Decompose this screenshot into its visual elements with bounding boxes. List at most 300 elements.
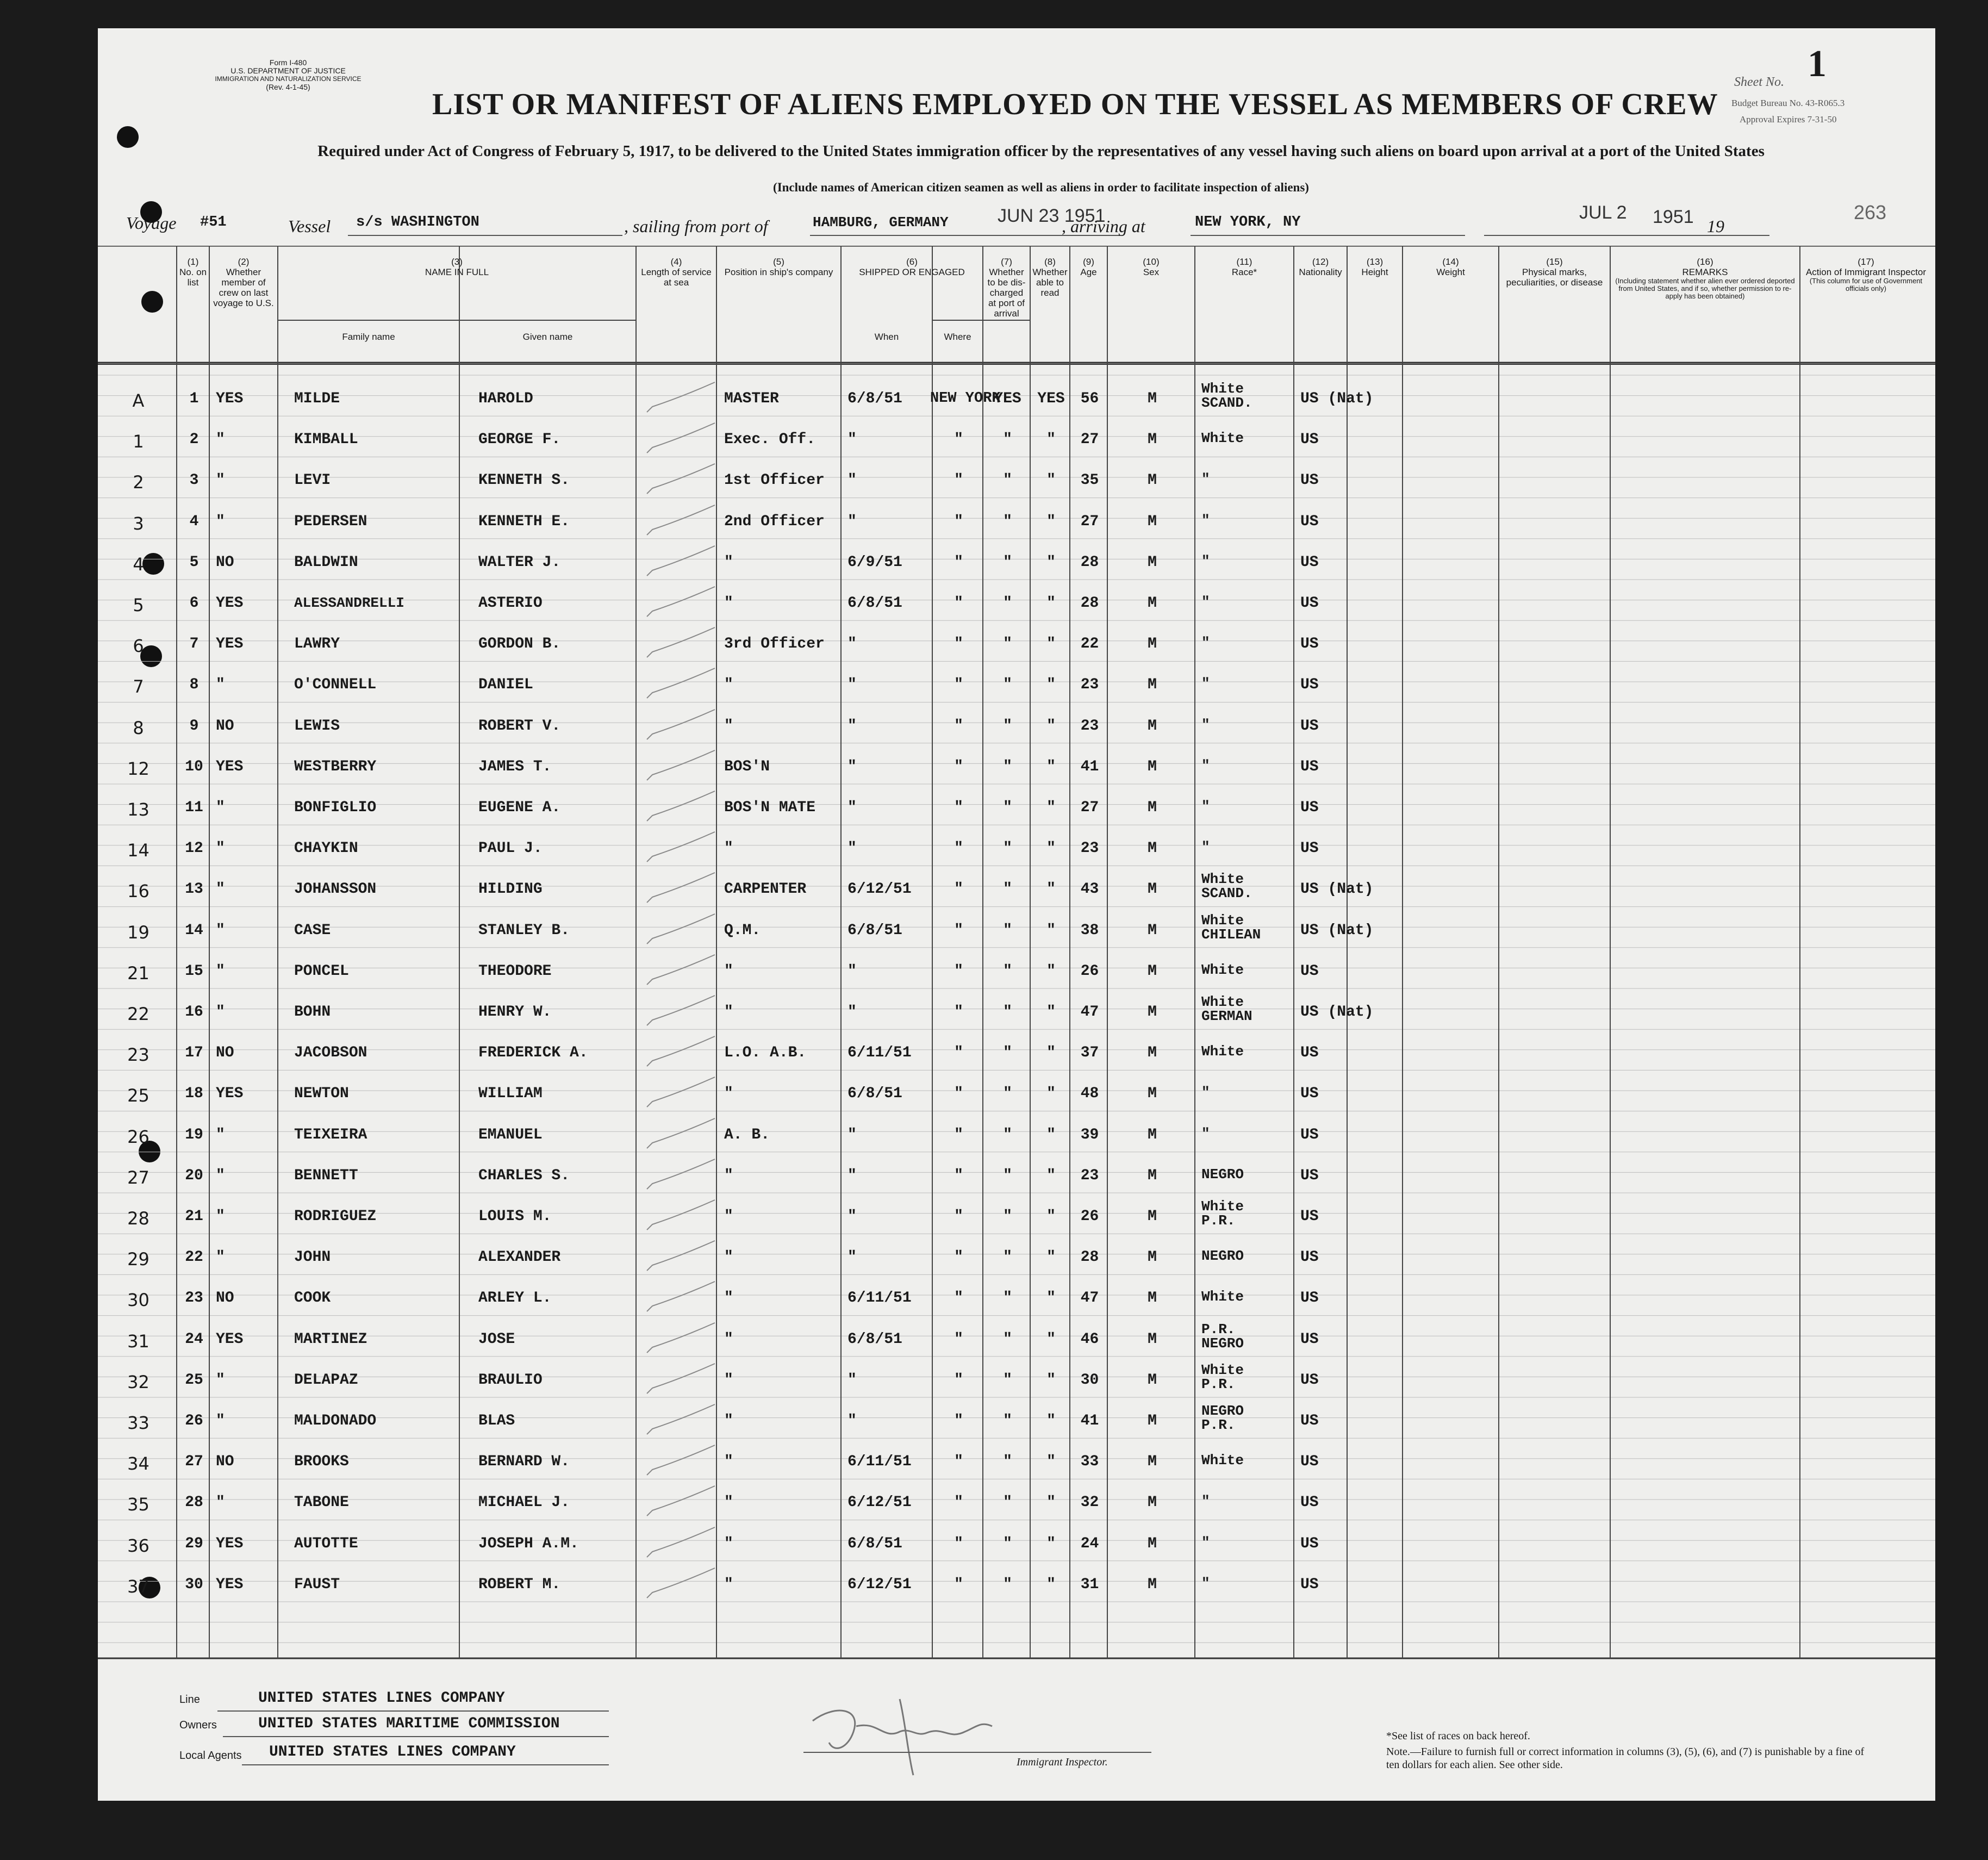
list-number: 13 <box>185 881 203 898</box>
able-to-read: " <box>1046 636 1056 653</box>
nationality: US <box>1300 1044 1319 1062</box>
check-mark-icon <box>641 1238 722 1276</box>
margin-number: 30 <box>127 1290 149 1311</box>
margin-number: 21 <box>127 962 149 984</box>
last-voyage: " <box>216 676 225 694</box>
check-mark-icon <box>641 1402 722 1440</box>
age: 30 <box>1080 1371 1099 1389</box>
date-underline <box>1484 235 1769 236</box>
last-voyage: NO <box>216 717 234 735</box>
check-mark-icon <box>641 829 722 867</box>
list-number: 24 <box>185 1330 203 1348</box>
shipped-when: 6/8/51 <box>847 922 902 939</box>
race-secondary: CHILEAN <box>1201 926 1261 943</box>
penalty-note: Note.—Failure to furnish full or correct information in columns (3), (5), (6), and (7) is punishable by a fine of ten dollars for each alien. See other side. <box>1386 1746 1865 1771</box>
col-where <box>934 332 981 342</box>
arriving-underline <box>1191 235 1465 236</box>
margin-number: 25 <box>127 1085 149 1106</box>
last-voyage: " <box>216 1208 225 1225</box>
able-to-read: " <box>1046 1085 1056 1103</box>
page-number: 263 <box>1854 201 1887 223</box>
sex: M <box>1148 390 1157 407</box>
race: " <box>1201 552 1210 569</box>
inspector-underline <box>803 1752 1151 1753</box>
list-number: 21 <box>185 1208 203 1225</box>
shipped-when: 6/8/51 <box>847 390 902 407</box>
age: 27 <box>1080 799 1099 816</box>
last-voyage: YES <box>216 390 244 407</box>
nationality: US (Nat) <box>1300 881 1374 898</box>
table-row <box>98 1235 1935 1276</box>
to-be-discharged: " <box>1003 1494 1012 1511</box>
last-voyage: NO <box>216 1453 234 1471</box>
age: 46 <box>1080 1330 1099 1348</box>
margin-number: 33 <box>127 1413 149 1433</box>
position: " <box>724 1371 733 1389</box>
column-label: When <box>874 332 899 342</box>
table-row <box>98 1480 1935 1521</box>
nationality: US <box>1300 717 1319 735</box>
sex: M <box>1148 1330 1157 1348</box>
last-voyage: " <box>216 431 225 449</box>
age: 48 <box>1080 1085 1099 1103</box>
race: P.R. <box>1201 1321 1236 1338</box>
position: " <box>724 553 733 571</box>
list-number: 28 <box>185 1494 203 1511</box>
position: CARPENTER <box>724 881 807 898</box>
check-mark-icon <box>641 1565 722 1603</box>
to-be-discharged: " <box>1003 676 1012 694</box>
race: " <box>1201 716 1210 733</box>
race: White <box>1201 1452 1244 1469</box>
shipped-where: " <box>954 840 963 857</box>
col-name-in-full <box>280 257 634 277</box>
table-row <box>98 1358 1935 1398</box>
shipped-when: 6/9/51 <box>847 553 902 571</box>
sex: M <box>1148 758 1157 775</box>
table-row <box>98 1030 1935 1071</box>
check-mark-icon <box>641 625 722 663</box>
able-to-read: " <box>1046 1126 1056 1143</box>
family-name: KIMBALL <box>294 431 358 449</box>
check-mark-icon <box>641 380 722 418</box>
nationality: US <box>1300 553 1319 571</box>
check-mark-icon <box>641 584 722 622</box>
race: " <box>1201 471 1210 488</box>
table-row <box>98 499 1935 540</box>
col-race <box>1197 257 1292 277</box>
age: 39 <box>1080 1126 1099 1143</box>
check-mark-icon <box>641 461 722 499</box>
age: 33 <box>1080 1453 1099 1471</box>
shipped-when: " <box>847 1371 857 1389</box>
able-to-read: " <box>1046 758 1056 775</box>
arriving-at-label: , arriving at <box>1062 216 1145 236</box>
vessel-name: s/s WASHINGTON <box>356 214 479 231</box>
family-name: MARTINEZ <box>294 1330 367 1348</box>
shipped-where: " <box>954 513 963 530</box>
shipped-when: " <box>847 758 857 775</box>
shipped-where: " <box>954 717 963 735</box>
shipped-when: 6/8/51 <box>847 1535 902 1552</box>
table-row <box>98 1317 1935 1358</box>
margin-number: 27 <box>127 1167 149 1188</box>
able-to-read: " <box>1046 1167 1056 1184</box>
column-label: Where <box>944 332 971 342</box>
margin-number: 12 <box>127 758 149 779</box>
position: " <box>724 1453 733 1471</box>
shipped-where: " <box>954 553 963 571</box>
check-mark-icon <box>641 870 722 908</box>
last-voyage: " <box>216 1413 225 1429</box>
sheet-number-label: Sheet No. <box>1734 75 1784 89</box>
shipped-where: " <box>954 1535 963 1552</box>
position: " <box>724 1535 733 1552</box>
table-row <box>98 949 1935 990</box>
race-secondary: SCAND. <box>1201 885 1252 902</box>
check-mark-icon <box>641 1279 722 1317</box>
shipped-where: " <box>954 758 963 775</box>
to-be-discharged: " <box>1003 636 1012 653</box>
nationality: US <box>1300 676 1319 694</box>
able-to-read: " <box>1046 717 1056 735</box>
family-name: JOHANSSON <box>294 881 377 898</box>
margin-number: 26 <box>127 1126 149 1147</box>
check-mark-icon <box>641 1361 722 1399</box>
given-name: ROBERT V. <box>478 717 561 735</box>
family-name: AUTOTTE <box>294 1535 358 1552</box>
sex: M <box>1148 1208 1157 1225</box>
able-to-read: " <box>1046 962 1056 980</box>
race: " <box>1201 1493 1210 1510</box>
sex: M <box>1148 799 1157 816</box>
to-be-discharged: " <box>1003 1453 1012 1471</box>
race: White <box>1201 1289 1244 1305</box>
position: 2nd Officer <box>724 513 825 530</box>
list-number: 1 <box>189 390 199 407</box>
list-number: 11 <box>185 799 203 816</box>
column-number: (6) <box>906 257 918 267</box>
sex: M <box>1148 1453 1157 1471</box>
to-be-discharged: " <box>1003 472 1012 489</box>
check-mark-icon <box>641 665 722 704</box>
check-mark-icon <box>641 993 722 1031</box>
last-voyage: YES <box>216 1535 244 1552</box>
sailing-from-label: , sailing from port of <box>624 216 768 236</box>
family-name: PEDERSEN <box>294 513 367 530</box>
check-mark-icon <box>641 1442 722 1480</box>
table-row <box>98 1562 1935 1603</box>
sex: M <box>1148 717 1157 735</box>
shipped-where: " <box>954 636 963 653</box>
shipped-when: " <box>847 1167 857 1184</box>
race-secondary: P.R. <box>1201 1376 1236 1392</box>
check-mark-icon <box>641 788 722 826</box>
table-row <box>98 1153 1935 1194</box>
given-name: STANLEY B. <box>478 922 570 939</box>
column-number: (14) <box>1442 257 1459 267</box>
margin-number: 28 <box>127 1208 149 1229</box>
table-row <box>98 1071 1935 1112</box>
list-number: 20 <box>185 1167 203 1184</box>
race-secondary: GERMAN <box>1201 1008 1252 1024</box>
list-number: 30 <box>185 1576 203 1593</box>
given-name: HILDING <box>478 881 543 898</box>
race: " <box>1201 839 1210 856</box>
race: White <box>1201 1361 1244 1378</box>
position: " <box>724 962 733 980</box>
to-be-discharged: " <box>1003 717 1012 735</box>
column-label: Given name <box>522 332 573 342</box>
column-number: (1) <box>187 257 199 267</box>
nationality: US <box>1300 1371 1319 1389</box>
budget-bureau-number: Budget Bureau No. 43-R065.3 <box>1731 98 1845 108</box>
age: 41 <box>1080 758 1099 775</box>
column-number: (5) <box>773 257 784 267</box>
shipped-when: 6/12/51 <box>847 1576 912 1593</box>
shipped-when: " <box>847 1249 857 1266</box>
position: " <box>724 1330 733 1348</box>
to-be-discharged: " <box>1003 431 1012 449</box>
last-voyage: YES <box>216 1085 244 1103</box>
position: 3rd Officer <box>724 636 825 653</box>
given-name: BRAULIO <box>478 1371 543 1389</box>
position: L.O. A.B. <box>724 1044 807 1062</box>
given-name: ALEXANDER <box>478 1249 561 1266</box>
margin-number: 14 <box>127 840 149 861</box>
shipped-when: " <box>847 472 857 489</box>
position: " <box>724 1249 733 1266</box>
able-to-read: " <box>1046 595 1056 612</box>
check-mark-icon <box>641 952 722 990</box>
last-voyage: NO <box>216 1290 234 1307</box>
list-number: 22 <box>185 1249 203 1266</box>
family-name: O'CONNELL <box>294 676 377 694</box>
age: 56 <box>1080 390 1099 407</box>
col-length-of-service <box>638 257 714 288</box>
race: " <box>1201 512 1210 528</box>
race: NEGRO <box>1201 1248 1244 1265</box>
age: 37 <box>1080 1044 1099 1062</box>
sex: M <box>1148 1249 1157 1266</box>
table-row <box>98 826 1935 867</box>
last-voyage: YES <box>216 1330 244 1348</box>
shipped-where: " <box>954 472 963 489</box>
given-name: KENNETH E. <box>478 513 570 530</box>
owners-label: Owners <box>179 1719 217 1731</box>
nationality: US (Nat) <box>1300 922 1374 939</box>
able-to-read: " <box>1046 431 1056 449</box>
table-row <box>98 1112 1935 1153</box>
list-number: 29 <box>185 1535 203 1552</box>
sex: M <box>1148 1044 1157 1062</box>
arrival-date-stamp: JUL 2 <box>1579 202 1627 223</box>
col-inspector-action <box>1802 257 1930 293</box>
shipped-where: " <box>954 595 963 612</box>
column-number: (15) <box>1546 257 1563 267</box>
shipped-when: " <box>847 962 857 980</box>
race-secondary: P.R. <box>1201 1417 1236 1433</box>
list-number: 19 <box>185 1126 203 1143</box>
position: " <box>724 595 733 612</box>
shipped-where: " <box>954 1126 963 1143</box>
table-row <box>98 704 1935 744</box>
col-sex <box>1110 257 1193 277</box>
punch-hole <box>117 126 139 148</box>
check-mark-icon <box>641 1483 722 1521</box>
arriving-at-port: NEW YORK, NY <box>1195 214 1301 231</box>
last-voyage: " <box>216 1004 225 1021</box>
family-name: BONFIGLIO <box>294 799 377 816</box>
voyage-label: Voyage <box>126 213 177 233</box>
shipped-when: 6/11/51 <box>847 1453 912 1471</box>
list-number: 27 <box>185 1453 203 1471</box>
last-voyage: " <box>216 1126 225 1143</box>
family-name: CASE <box>294 922 331 939</box>
table-row <box>98 1398 1935 1439</box>
position: " <box>724 717 733 735</box>
list-number: 5 <box>189 553 199 571</box>
last-voyage: NO <box>216 1044 234 1062</box>
able-to-read: " <box>1046 472 1056 489</box>
line-label: Line <box>179 1694 200 1706</box>
family-name: BROOKS <box>294 1453 349 1471</box>
able-to-read: " <box>1046 1208 1056 1225</box>
age: 35 <box>1080 472 1099 489</box>
to-be-discharged: " <box>1003 1371 1012 1389</box>
race: White <box>1201 994 1244 1010</box>
nationality: US <box>1300 1208 1319 1225</box>
to-be-discharged: " <box>1003 758 1012 775</box>
table-row <box>98 1194 1935 1235</box>
to-be-discharged: " <box>1003 1044 1012 1062</box>
nationality: US <box>1300 636 1319 653</box>
table-row <box>98 662 1935 703</box>
able-to-read: " <box>1046 1371 1056 1389</box>
nationality: US <box>1300 1249 1319 1266</box>
last-voyage: " <box>216 472 225 489</box>
list-number: 26 <box>185 1413 203 1429</box>
given-name: CHARLES S. <box>478 1167 570 1184</box>
document-subtitle: Required under Act of Congress of February 5, 1917, to be delivered to the United States immigration officer by the representatives of any vessel having such aliens on board upon arrival at a port of the United States <box>317 142 1765 160</box>
shipped-when: " <box>847 840 857 857</box>
race: White <box>1201 871 1244 888</box>
margin-number: 5 <box>133 595 144 615</box>
col-family-name <box>280 332 457 342</box>
table-row <box>98 867 1935 907</box>
given-name: THEODORE <box>478 962 552 980</box>
shipped-when: " <box>847 513 857 530</box>
age: 27 <box>1080 513 1099 530</box>
to-be-discharged: " <box>1003 513 1012 530</box>
position: " <box>724 840 733 857</box>
last-voyage: " <box>216 1371 225 1389</box>
column-label: Height <box>1361 267 1388 277</box>
check-mark-icon <box>641 707 722 745</box>
shipped-when: " <box>847 636 857 653</box>
nationality: US <box>1300 1453 1319 1471</box>
column-label: Whether to be dis- charged at port of arrival <box>987 267 1026 319</box>
last-voyage: " <box>216 1494 225 1511</box>
able-to-read: " <box>1046 676 1056 694</box>
col-weight <box>1405 257 1497 277</box>
owners-value: UNITED STATES MARITIME COMMISSION <box>258 1715 560 1732</box>
list-number: 2 <box>189 431 199 449</box>
able-to-read: " <box>1046 799 1056 816</box>
column-number: (13) <box>1366 257 1384 267</box>
able-to-read: " <box>1046 1413 1056 1429</box>
column-note: (This column for use of Government officials only) <box>1809 277 1923 293</box>
age: 23 <box>1080 717 1099 735</box>
age: 38 <box>1080 922 1099 939</box>
to-be-discharged: " <box>1003 1208 1012 1225</box>
age: 43 <box>1080 881 1099 898</box>
last-voyage: YES <box>216 595 244 612</box>
nationality: US <box>1300 595 1319 612</box>
age: 28 <box>1080 595 1099 612</box>
position: " <box>724 1208 733 1225</box>
col-discharged <box>985 257 1028 319</box>
race: " <box>1201 634 1210 651</box>
given-name: EMANUEL <box>478 1126 543 1143</box>
list-number: 17 <box>185 1044 203 1062</box>
column-label: Position in ship's company <box>724 267 833 277</box>
last-voyage: " <box>216 1167 225 1184</box>
to-be-discharged: " <box>1003 1249 1012 1266</box>
family-name: BOHN <box>294 1004 331 1021</box>
list-number: 12 <box>185 840 203 857</box>
shipped-when: 6/11/51 <box>847 1044 912 1062</box>
shipped-where: " <box>954 1371 963 1389</box>
column-label: Length of service at sea <box>641 267 712 288</box>
shipped-where: " <box>954 1085 963 1103</box>
shipped-when: " <box>847 1126 857 1143</box>
sex: M <box>1148 595 1157 612</box>
column-label: Nationality <box>1299 267 1342 277</box>
able-to-read: " <box>1046 1535 1056 1552</box>
position: BOS'N <box>724 758 770 775</box>
year-label: 19 <box>1707 216 1724 236</box>
given-name: WILLIAM <box>478 1085 543 1103</box>
list-number: 15 <box>185 962 203 980</box>
to-be-discharged: " <box>1003 962 1012 980</box>
to-be-discharged: " <box>1003 881 1012 898</box>
position: " <box>724 676 733 694</box>
family-name: RODRIGUEZ <box>294 1208 377 1225</box>
given-name: FREDERICK A. <box>478 1044 588 1062</box>
sex: M <box>1148 1167 1157 1184</box>
margin-number: 22 <box>127 1004 149 1024</box>
given-name: GEORGE F. <box>478 431 561 449</box>
race: " <box>1201 1084 1210 1101</box>
col-height <box>1349 257 1400 277</box>
to-be-discharged: YES <box>994 390 1021 407</box>
given-name: ASTERIO <box>478 595 543 612</box>
shipped-where: " <box>954 1494 963 1511</box>
last-voyage: YES <box>216 758 244 775</box>
column-number: (8) <box>1044 257 1056 267</box>
to-be-discharged: " <box>1003 1413 1012 1429</box>
given-name: HENRY W. <box>478 1004 552 1021</box>
age: 28 <box>1080 553 1099 571</box>
table-row <box>98 1439 1935 1480</box>
last-voyage: " <box>216 840 225 857</box>
approval-expiry: Approval Expires 7-31-50 <box>1740 114 1837 125</box>
shipped-when: 6/8/51 <box>847 1330 902 1348</box>
column-number: (4) <box>670 257 682 267</box>
vessel-label: Vessel <box>288 216 331 236</box>
col-nationality <box>1296 257 1345 277</box>
